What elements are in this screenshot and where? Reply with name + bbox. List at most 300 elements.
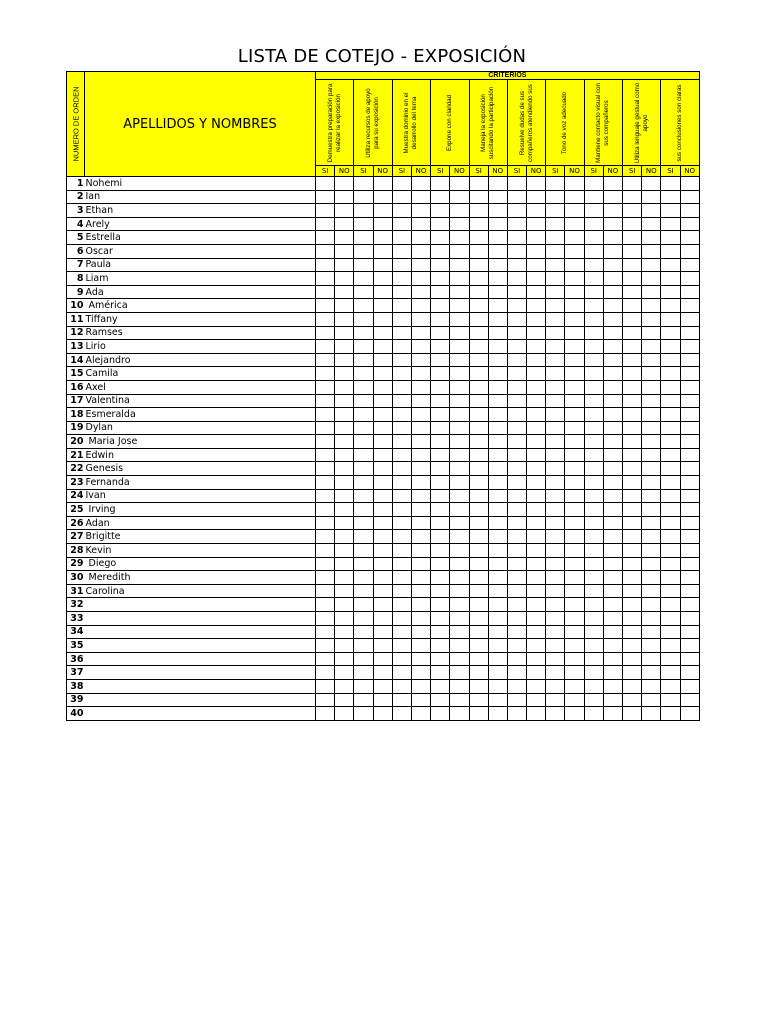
checkbox-cell-si[interactable] [469,231,488,245]
checkbox-cell-no[interactable] [373,679,392,693]
checkbox-cell-no[interactable] [603,190,622,204]
checkbox-cell-si[interactable] [316,679,335,693]
checkbox-cell-si[interactable] [623,394,642,408]
checkbox-cell-no[interactable] [411,177,430,191]
checkbox-cell-no[interactable] [335,299,354,313]
checkbox-cell-no[interactable] [565,516,584,530]
checkbox-cell-si[interactable] [316,584,335,598]
checkbox-cell-si[interactable] [316,244,335,258]
checkbox-cell-no[interactable] [527,258,546,272]
checkbox-cell-no[interactable] [450,679,469,693]
checkbox-cell-si[interactable] [507,204,526,218]
checkbox-cell-si[interactable] [584,299,603,313]
checkbox-cell-no[interactable] [565,584,584,598]
checkbox-cell-no[interactable] [335,639,354,653]
checkbox-cell-si[interactable] [316,476,335,490]
checkbox-cell-si[interactable] [392,693,411,707]
checkbox-cell-no[interactable] [373,190,392,204]
checkbox-cell-si[interactable] [469,530,488,544]
checkbox-cell-si[interactable] [661,380,680,394]
checkbox-cell-no[interactable] [335,448,354,462]
checkbox-cell-si[interactable] [507,639,526,653]
checkbox-cell-no[interactable] [373,217,392,231]
checkbox-cell-si[interactable] [354,679,373,693]
checkbox-cell-no[interactable] [488,204,507,218]
checkbox-cell-si[interactable] [661,244,680,258]
checkbox-cell-si[interactable] [507,476,526,490]
checkbox-cell-no[interactable] [603,666,622,680]
checkbox-cell-si[interactable] [469,435,488,449]
checkbox-cell-no[interactable] [411,639,430,653]
checkbox-cell-no[interactable] [642,299,661,313]
checkbox-cell-si[interactable] [392,489,411,503]
checkbox-cell-si[interactable] [584,204,603,218]
checkbox-cell-no[interactable] [488,571,507,585]
checkbox-cell-si[interactable] [661,489,680,503]
checkbox-cell-si[interactable] [354,326,373,340]
checkbox-cell-si[interactable] [469,204,488,218]
checkbox-cell-si[interactable] [507,177,526,191]
checkbox-cell-si[interactable] [661,557,680,571]
checkbox-cell-si[interactable] [546,489,565,503]
checkbox-cell-no[interactable] [565,557,584,571]
checkbox-cell-no[interactable] [411,584,430,598]
checkbox-cell-si[interactable] [623,190,642,204]
checkbox-cell-no[interactable] [411,503,430,517]
checkbox-cell-no[interactable] [488,353,507,367]
checkbox-cell-no[interactable] [603,693,622,707]
checkbox-cell-no[interactable] [642,625,661,639]
checkbox-cell-no[interactable] [565,299,584,313]
checkbox-cell-si[interactable] [546,408,565,422]
checkbox-cell-no[interactable] [488,544,507,558]
checkbox-cell-no[interactable] [565,204,584,218]
checkbox-cell-no[interactable] [488,231,507,245]
checkbox-cell-si[interactable] [584,258,603,272]
checkbox-cell-si[interactable] [431,299,450,313]
checkbox-cell-si[interactable] [584,503,603,517]
checkbox-cell-no[interactable] [335,190,354,204]
checkbox-cell-si[interactable] [354,503,373,517]
checkbox-cell-no[interactable] [373,326,392,340]
checkbox-cell-si[interactable] [623,285,642,299]
checkbox-cell-no[interactable] [335,421,354,435]
checkbox-cell-no[interactable] [642,462,661,476]
checkbox-cell-si[interactable] [469,571,488,585]
checkbox-cell-si[interactable] [316,516,335,530]
checkbox-cell-no[interactable] [527,435,546,449]
checkbox-cell-si[interactable] [546,312,565,326]
checkbox-cell-no[interactable] [450,544,469,558]
checkbox-cell-si[interactable] [584,625,603,639]
checkbox-cell-si[interactable] [316,544,335,558]
checkbox-cell-si[interactable] [584,612,603,626]
checkbox-cell-si[interactable] [354,299,373,313]
checkbox-cell-si[interactable] [431,544,450,558]
checkbox-cell-no[interactable] [373,530,392,544]
checkbox-cell-no[interactable] [373,693,392,707]
checkbox-cell-si[interactable] [469,557,488,571]
checkbox-cell-si[interactable] [316,394,335,408]
checkbox-cell-si[interactable] [507,625,526,639]
checkbox-cell-no[interactable] [642,204,661,218]
checkbox-cell-no[interactable] [450,353,469,367]
checkbox-cell-no[interactable] [527,707,546,721]
checkbox-cell-si[interactable] [546,394,565,408]
checkbox-cell-si[interactable] [431,340,450,354]
checkbox-cell-no[interactable] [411,217,430,231]
checkbox-cell-no[interactable] [335,272,354,286]
checkbox-cell-si[interactable] [431,353,450,367]
checkbox-cell-no[interactable] [450,693,469,707]
checkbox-cell-si[interactable] [354,204,373,218]
checkbox-cell-no[interactable] [642,217,661,231]
checkbox-cell-si[interactable] [546,530,565,544]
checkbox-cell-si[interactable] [584,408,603,422]
checkbox-cell-no[interactable] [373,367,392,381]
checkbox-cell-si[interactable] [392,516,411,530]
checkbox-cell-si[interactable] [392,421,411,435]
checkbox-cell-si[interactable] [661,367,680,381]
checkbox-cell-si[interactable] [469,353,488,367]
checkbox-cell-si[interactable] [546,652,565,666]
checkbox-cell-no[interactable] [450,312,469,326]
checkbox-cell-si[interactable] [469,244,488,258]
checkbox-cell-si[interactable] [661,666,680,680]
checkbox-cell-si[interactable] [661,584,680,598]
checkbox-cell-si[interactable] [623,666,642,680]
checkbox-cell-no[interactable] [642,666,661,680]
checkbox-cell-no[interactable] [450,231,469,245]
checkbox-cell-si[interactable] [469,489,488,503]
checkbox-cell-si[interactable] [507,258,526,272]
checkbox-cell-no[interactable] [642,258,661,272]
checkbox-cell-no[interactable] [603,244,622,258]
checkbox-cell-si[interactable] [623,231,642,245]
checkbox-cell-no[interactable] [411,476,430,490]
checkbox-cell-no[interactable] [680,312,699,326]
checkbox-cell-si[interactable] [623,421,642,435]
checkbox-cell-si[interactable] [354,353,373,367]
checkbox-cell-si[interactable] [354,258,373,272]
checkbox-cell-si[interactable] [584,177,603,191]
checkbox-cell-si[interactable] [431,421,450,435]
checkbox-cell-si[interactable] [623,557,642,571]
checkbox-cell-no[interactable] [527,285,546,299]
checkbox-cell-si[interactable] [507,340,526,354]
checkbox-cell-si[interactable] [623,326,642,340]
checkbox-cell-si[interactable] [661,190,680,204]
checkbox-cell-si[interactable] [546,299,565,313]
checkbox-cell-si[interactable] [546,285,565,299]
checkbox-cell-si[interactable] [392,177,411,191]
checkbox-cell-si[interactable] [316,571,335,585]
checkbox-cell-no[interactable] [373,353,392,367]
checkbox-cell-si[interactable] [354,639,373,653]
checkbox-cell-si[interactable] [431,516,450,530]
checkbox-cell-si[interactable] [316,666,335,680]
checkbox-cell-no[interactable] [565,190,584,204]
checkbox-cell-si[interactable] [431,258,450,272]
checkbox-cell-si[interactable] [469,544,488,558]
checkbox-cell-si[interactable] [392,503,411,517]
checkbox-cell-no[interactable] [642,244,661,258]
checkbox-cell-si[interactable] [469,299,488,313]
checkbox-cell-no[interactable] [527,584,546,598]
checkbox-cell-si[interactable] [546,353,565,367]
checkbox-cell-no[interactable] [603,652,622,666]
checkbox-cell-no[interactable] [603,598,622,612]
checkbox-cell-si[interactable] [431,625,450,639]
checkbox-cell-si[interactable] [546,448,565,462]
checkbox-cell-si[interactable] [546,679,565,693]
checkbox-cell-si[interactable] [661,571,680,585]
checkbox-cell-si[interactable] [584,272,603,286]
checkbox-cell-no[interactable] [603,625,622,639]
checkbox-cell-si[interactable] [661,394,680,408]
checkbox-cell-si[interactable] [623,598,642,612]
checkbox-cell-no[interactable] [411,625,430,639]
checkbox-cell-si[interactable] [661,312,680,326]
checkbox-cell-no[interactable] [373,272,392,286]
checkbox-cell-no[interactable] [642,177,661,191]
checkbox-cell-no[interactable] [527,612,546,626]
checkbox-cell-no[interactable] [527,544,546,558]
checkbox-cell-no[interactable] [488,598,507,612]
checkbox-cell-no[interactable] [335,571,354,585]
checkbox-cell-no[interactable] [565,544,584,558]
checkbox-cell-si[interactable] [354,394,373,408]
checkbox-cell-no[interactable] [565,707,584,721]
checkbox-cell-no[interactable] [680,557,699,571]
checkbox-cell-si[interactable] [623,380,642,394]
checkbox-cell-no[interactable] [335,516,354,530]
checkbox-cell-no[interactable] [335,612,354,626]
checkbox-cell-no[interactable] [680,190,699,204]
checkbox-cell-no[interactable] [488,312,507,326]
checkbox-cell-no[interactable] [565,312,584,326]
checkbox-cell-si[interactable] [546,612,565,626]
checkbox-cell-no[interactable] [527,177,546,191]
checkbox-cell-no[interactable] [527,367,546,381]
checkbox-cell-no[interactable] [527,476,546,490]
checkbox-cell-si[interactable] [316,652,335,666]
checkbox-cell-no[interactable] [411,272,430,286]
checkbox-cell-no[interactable] [642,707,661,721]
checkbox-cell-si[interactable] [584,666,603,680]
checkbox-cell-si[interactable] [469,462,488,476]
checkbox-cell-si[interactable] [584,394,603,408]
checkbox-cell-si[interactable] [623,707,642,721]
checkbox-cell-no[interactable] [565,639,584,653]
checkbox-cell-no[interactable] [488,476,507,490]
checkbox-cell-si[interactable] [469,340,488,354]
checkbox-cell-no[interactable] [450,516,469,530]
checkbox-cell-no[interactable] [680,598,699,612]
checkbox-cell-no[interactable] [335,285,354,299]
checkbox-cell-si[interactable] [431,476,450,490]
checkbox-cell-si[interactable] [623,367,642,381]
checkbox-cell-no[interactable] [373,312,392,326]
checkbox-cell-si[interactable] [623,503,642,517]
checkbox-cell-si[interactable] [316,353,335,367]
checkbox-cell-si[interactable] [392,612,411,626]
checkbox-cell-no[interactable] [642,367,661,381]
checkbox-cell-no[interactable] [642,489,661,503]
checkbox-cell-no[interactable] [488,408,507,422]
checkbox-cell-si[interactable] [469,693,488,707]
checkbox-cell-no[interactable] [680,639,699,653]
checkbox-cell-si[interactable] [392,217,411,231]
checkbox-cell-no[interactable] [488,679,507,693]
checkbox-cell-no[interactable] [565,421,584,435]
checkbox-cell-no[interactable] [335,177,354,191]
checkbox-cell-si[interactable] [392,394,411,408]
checkbox-cell-si[interactable] [507,299,526,313]
checkbox-cell-no[interactable] [565,652,584,666]
checkbox-cell-no[interactable] [527,312,546,326]
checkbox-cell-si[interactable] [392,666,411,680]
checkbox-cell-si[interactable] [507,217,526,231]
checkbox-cell-no[interactable] [642,421,661,435]
checkbox-cell-no[interactable] [642,353,661,367]
checkbox-cell-no[interactable] [527,448,546,462]
checkbox-cell-si[interactable] [623,612,642,626]
checkbox-cell-si[interactable] [392,312,411,326]
checkbox-cell-si[interactable] [431,217,450,231]
checkbox-cell-no[interactable] [642,476,661,490]
checkbox-cell-si[interactable] [584,462,603,476]
checkbox-cell-si[interactable] [392,598,411,612]
checkbox-cell-si[interactable] [584,340,603,354]
checkbox-cell-no[interactable] [450,625,469,639]
checkbox-cell-no[interactable] [527,217,546,231]
checkbox-cell-no[interactable] [335,204,354,218]
checkbox-cell-no[interactable] [527,625,546,639]
checkbox-cell-no[interactable] [603,272,622,286]
checkbox-cell-no[interactable] [642,503,661,517]
checkbox-cell-no[interactable] [565,272,584,286]
checkbox-cell-no[interactable] [642,544,661,558]
checkbox-cell-no[interactable] [450,612,469,626]
checkbox-cell-si[interactable] [431,571,450,585]
checkbox-cell-si[interactable] [431,489,450,503]
checkbox-cell-si[interactable] [584,367,603,381]
checkbox-cell-no[interactable] [527,666,546,680]
checkbox-cell-no[interactable] [603,367,622,381]
checkbox-cell-no[interactable] [603,299,622,313]
checkbox-cell-no[interactable] [642,340,661,354]
checkbox-cell-si[interactable] [661,476,680,490]
checkbox-cell-no[interactable] [565,693,584,707]
checkbox-cell-si[interactable] [431,503,450,517]
checkbox-cell-no[interactable] [603,612,622,626]
checkbox-cell-si[interactable] [469,625,488,639]
checkbox-cell-si[interactable] [546,639,565,653]
checkbox-cell-si[interactable] [546,571,565,585]
checkbox-cell-si[interactable] [661,204,680,218]
checkbox-cell-no[interactable] [450,217,469,231]
checkbox-cell-no[interactable] [603,503,622,517]
checkbox-cell-no[interactable] [488,380,507,394]
checkbox-cell-no[interactable] [488,326,507,340]
checkbox-cell-si[interactable] [507,707,526,721]
checkbox-cell-si[interactable] [316,598,335,612]
checkbox-cell-no[interactable] [411,679,430,693]
checkbox-cell-no[interactable] [335,326,354,340]
checkbox-cell-no[interactable] [603,421,622,435]
checkbox-cell-no[interactable] [603,639,622,653]
checkbox-cell-no[interactable] [680,476,699,490]
checkbox-cell-si[interactable] [469,503,488,517]
checkbox-cell-si[interactable] [623,544,642,558]
checkbox-cell-no[interactable] [450,652,469,666]
checkbox-cell-no[interactable] [450,408,469,422]
checkbox-cell-si[interactable] [584,421,603,435]
checkbox-cell-no[interactable] [335,217,354,231]
checkbox-cell-no[interactable] [373,340,392,354]
checkbox-cell-no[interactable] [565,394,584,408]
checkbox-cell-si[interactable] [469,367,488,381]
checkbox-cell-no[interactable] [603,476,622,490]
checkbox-cell-si[interactable] [584,312,603,326]
checkbox-cell-no[interactable] [642,652,661,666]
checkbox-cell-si[interactable] [507,612,526,626]
checkbox-cell-no[interactable] [565,217,584,231]
checkbox-cell-no[interactable] [680,258,699,272]
checkbox-cell-si[interactable] [354,612,373,626]
checkbox-cell-si[interactable] [431,231,450,245]
checkbox-cell-no[interactable] [335,584,354,598]
checkbox-cell-si[interactable] [661,448,680,462]
checkbox-cell-no[interactable] [373,652,392,666]
checkbox-cell-si[interactable] [431,312,450,326]
checkbox-cell-si[interactable] [354,217,373,231]
checkbox-cell-si[interactable] [507,530,526,544]
checkbox-cell-no[interactable] [642,394,661,408]
checkbox-cell-si[interactable] [584,285,603,299]
checkbox-cell-no[interactable] [603,408,622,422]
checkbox-cell-si[interactable] [316,204,335,218]
checkbox-cell-no[interactable] [642,408,661,422]
checkbox-cell-no[interactable] [603,557,622,571]
checkbox-cell-si[interactable] [661,340,680,354]
checkbox-cell-si[interactable] [623,516,642,530]
checkbox-cell-si[interactable] [546,516,565,530]
checkbox-cell-no[interactable] [373,421,392,435]
checkbox-cell-si[interactable] [469,598,488,612]
checkbox-cell-no[interactable] [527,340,546,354]
checkbox-cell-si[interactable] [354,557,373,571]
checkbox-cell-no[interactable] [527,244,546,258]
checkbox-cell-si[interactable] [623,448,642,462]
checkbox-cell-no[interactable] [373,571,392,585]
checkbox-cell-si[interactable] [392,285,411,299]
checkbox-cell-si[interactable] [661,408,680,422]
checkbox-cell-no[interactable] [411,299,430,313]
checkbox-cell-no[interactable] [642,435,661,449]
checkbox-cell-si[interactable] [546,340,565,354]
checkbox-cell-no[interactable] [411,612,430,626]
checkbox-cell-si[interactable] [354,666,373,680]
checkbox-cell-si[interactable] [661,530,680,544]
checkbox-cell-si[interactable] [623,408,642,422]
checkbox-cell-si[interactable] [623,244,642,258]
checkbox-cell-si[interactable] [623,299,642,313]
checkbox-cell-no[interactable] [680,326,699,340]
checkbox-cell-si[interactable] [661,285,680,299]
checkbox-cell-si[interactable] [661,217,680,231]
